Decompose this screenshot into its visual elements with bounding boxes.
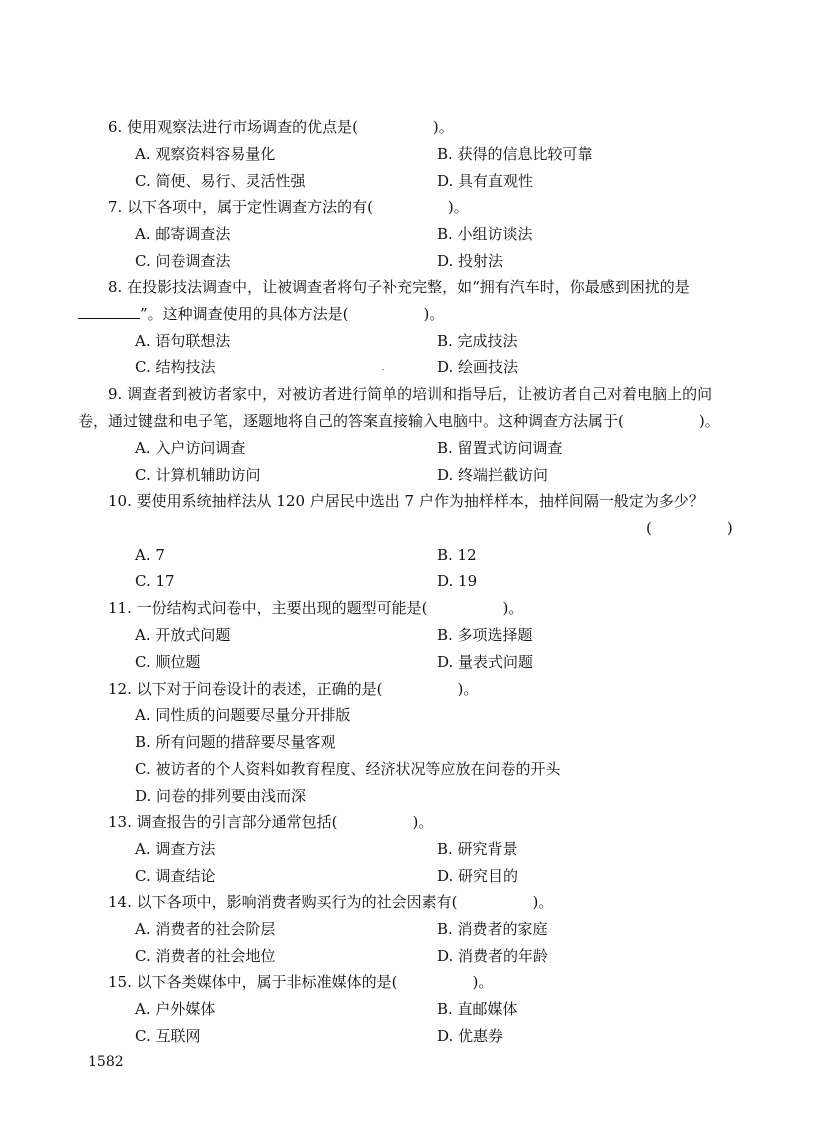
option-12b: B. 所有问题的措辞要尽量客观 (135, 733, 336, 751)
option-15a: A. 户外媒体 (135, 1000, 216, 1018)
option-10d: D. 19 (437, 572, 478, 590)
option-15d: D. 优惠券 (437, 1027, 504, 1045)
option-13c: C. 调查结论 (135, 867, 216, 885)
question-11: 11. 一份结构式问卷中，主要出现的题型可能是( )。 (108, 599, 524, 617)
option-10a: A. 7 (135, 546, 165, 564)
option-7b: B. 小组访谈法 (437, 225, 533, 243)
option-6b: B. 获得的信息比较可靠 (437, 145, 593, 163)
question-14: 14. 以下各项中，影响消费者购买行为的社会因素有( )。 (108, 893, 554, 911)
option-15c: C. 互联网 (135, 1027, 201, 1045)
option-7a: A. 邮寄调查法 (135, 225, 231, 243)
fill-in-blank (78, 304, 140, 319)
question-9: 9. 调查者到被访者家中，对被访者进行简单的培训和指导后，让被访者自己对着电脑上的问 (108, 385, 713, 403)
option-10c: C. 17 (135, 572, 175, 590)
option-14b: B. 消费者的家庭 (437, 920, 548, 938)
option-13d: D. 研究目的 (437, 867, 519, 885)
option-9c: C. 计算机辅助访问 (135, 466, 261, 484)
question-7: 7. 以下各项中，属于定性调查方法的有( )。 (108, 198, 469, 216)
option-7d: D. 投射法 (437, 252, 504, 270)
option-14c: C. 消费者的社会地位 (135, 947, 276, 965)
question-9-continuation: 卷，通过键盘和电子笔，逐题地将自己的答案直接输入电脑中。这种调查方法属于( )。 (78, 412, 720, 430)
scan-speck (382, 369, 384, 370)
option-11d: D. 量表式问题 (437, 653, 534, 671)
page-number: 1582 (88, 1054, 124, 1070)
option-9d: D. 终端拦截访问 (437, 466, 549, 484)
question-12: 12. 以下对于问卷设计的表述，正确的是( )。 (108, 680, 479, 698)
option-8b: B. 完成技法 (437, 332, 518, 350)
question-8-continuation: ”。这种调查使用的具体方法是( )。 (78, 304, 444, 324)
option-6d: D. 具有直观性 (437, 172, 534, 190)
question-10: 10. 要使用系统抽样法从 120 户居民中选出 7 户作为抽样样本，抽样间隔一般定为多少？ (108, 492, 704, 510)
option-14d: D. 消费者的年龄 (437, 947, 549, 965)
question-15: 15. 以下各类媒体中，属于非标准媒体的是( )。 (108, 973, 494, 991)
option-8c: C. 结构技法 (135, 358, 216, 376)
option-6a: A. 观察资料容易量化 (135, 145, 276, 163)
option-9a: A. 入户访问调查 (135, 439, 246, 457)
option-8d: D. 绘画技法 (437, 358, 519, 376)
option-11a: A. 开放式问题 (135, 626, 231, 644)
option-8a: A. 语句联想法 (135, 332, 231, 350)
option-13a: A. 调查方法 (135, 840, 216, 858)
option-13b: B. 研究背景 (437, 840, 518, 858)
option-10b: B. 12 (437, 546, 477, 564)
option-15b: B. 直邮媒体 (437, 1000, 518, 1018)
question-13: 13. 调查报告的引言部分通常包括( )。 (108, 813, 434, 831)
option-12a: A. 同性质的问题要尽量分开排版 (135, 706, 351, 724)
question-8: 8. 在投影技法调查中，让被调查者将句子补充完整，如“拥有汽车时，你最感到困扰的是 (108, 278, 690, 296)
option-11b: B. 多项选择题 (437, 626, 533, 644)
question-6: 6. 使用观察法进行市场调查的优点是( )。 (108, 118, 454, 136)
option-11c: C. 顺位题 (135, 653, 201, 671)
option-12d: D. 问卷的排列要由浅而深 (135, 787, 307, 805)
option-12c: C. 被访者的个人资料如教育程度、经济状况等应放在问卷的开头 (135, 760, 561, 778)
option-9b: B. 留置式访问调查 (437, 439, 563, 457)
option-14a: A. 消费者的社会阶层 (135, 920, 276, 938)
option-7c: C. 问卷调查法 (135, 252, 231, 270)
option-6c: C. 简便、易行、灵活性强 (135, 172, 306, 190)
answer-bracket-10: ( ) (646, 519, 733, 537)
